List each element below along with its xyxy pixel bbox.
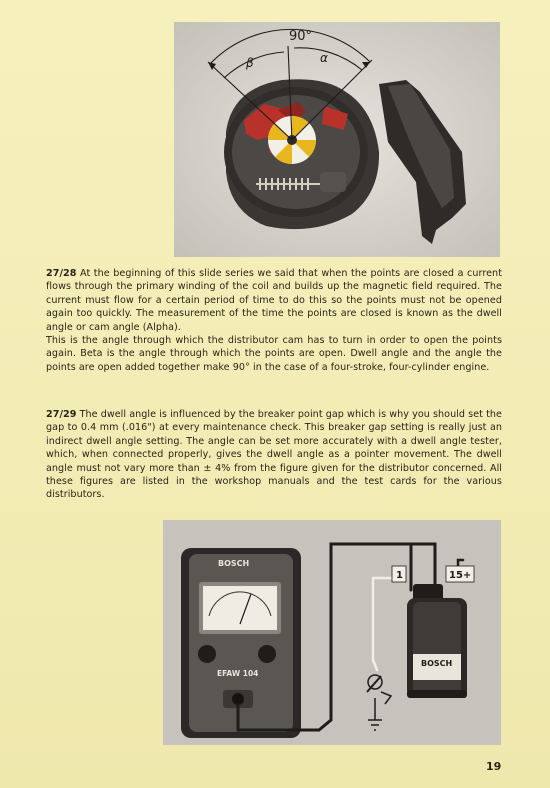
section-text-1: At the beginning of this slide series we said that when the points are closed a current flows through the primary winding of the coil and builds up the magnetic field required. The current must flow for a certain period of time to do this so the points must not be opened again too quickly. The measurement of the time the points are closed is known as the dwell angle or cam angle (Alpha).: [46, 268, 502, 333]
terminal-15-label: 15+: [449, 570, 472, 581]
section-id: 27/28: [46, 268, 77, 279]
section-text-1: The dwell angle is influenced by the breaker point gap which is why you should set the gap to 0.4 mm (.016") at every maintenance check. This breaker gap setting is really just an indirect dwell angle setting. The angle can be set more accurately with a dwell angle tester, which, when connected properly, gives the dwell angle as a pointer movement. The dwell angle must not vary more than ± 4% from the figure given for the distributor concerned. All these figures are listed in the workshop manuals and the test cards for the various distributors.: [46, 409, 502, 501]
terminal-1-label: 1: [396, 570, 403, 581]
tester-model: EFAW 104: [217, 669, 259, 678]
section-id: 27/29: [46, 409, 77, 420]
section-text-2: This is the angle through which the distributor cam has to turn in order to open the points again. Beta is the angle through which the points are open. Dwell angle and the angle the points are open added together make 90° in the case of a four-stroke, four-cylinder engine.: [46, 335, 502, 373]
section-27-29: [46, 408, 502, 502]
angle-beta-label: β: [246, 56, 254, 70]
tester-brand: BOSCH: [218, 559, 250, 568]
angle-alpha-label: α: [320, 51, 328, 65]
section-27-28: [46, 267, 502, 374]
coil-brand: BOSCH: [421, 659, 453, 668]
dwell-tester-connection-figure: [163, 520, 501, 745]
angle-90-label: 90°: [289, 29, 313, 44]
page-number: 19: [486, 760, 502, 773]
distributor-dwell-angle-figure: [174, 22, 500, 257]
